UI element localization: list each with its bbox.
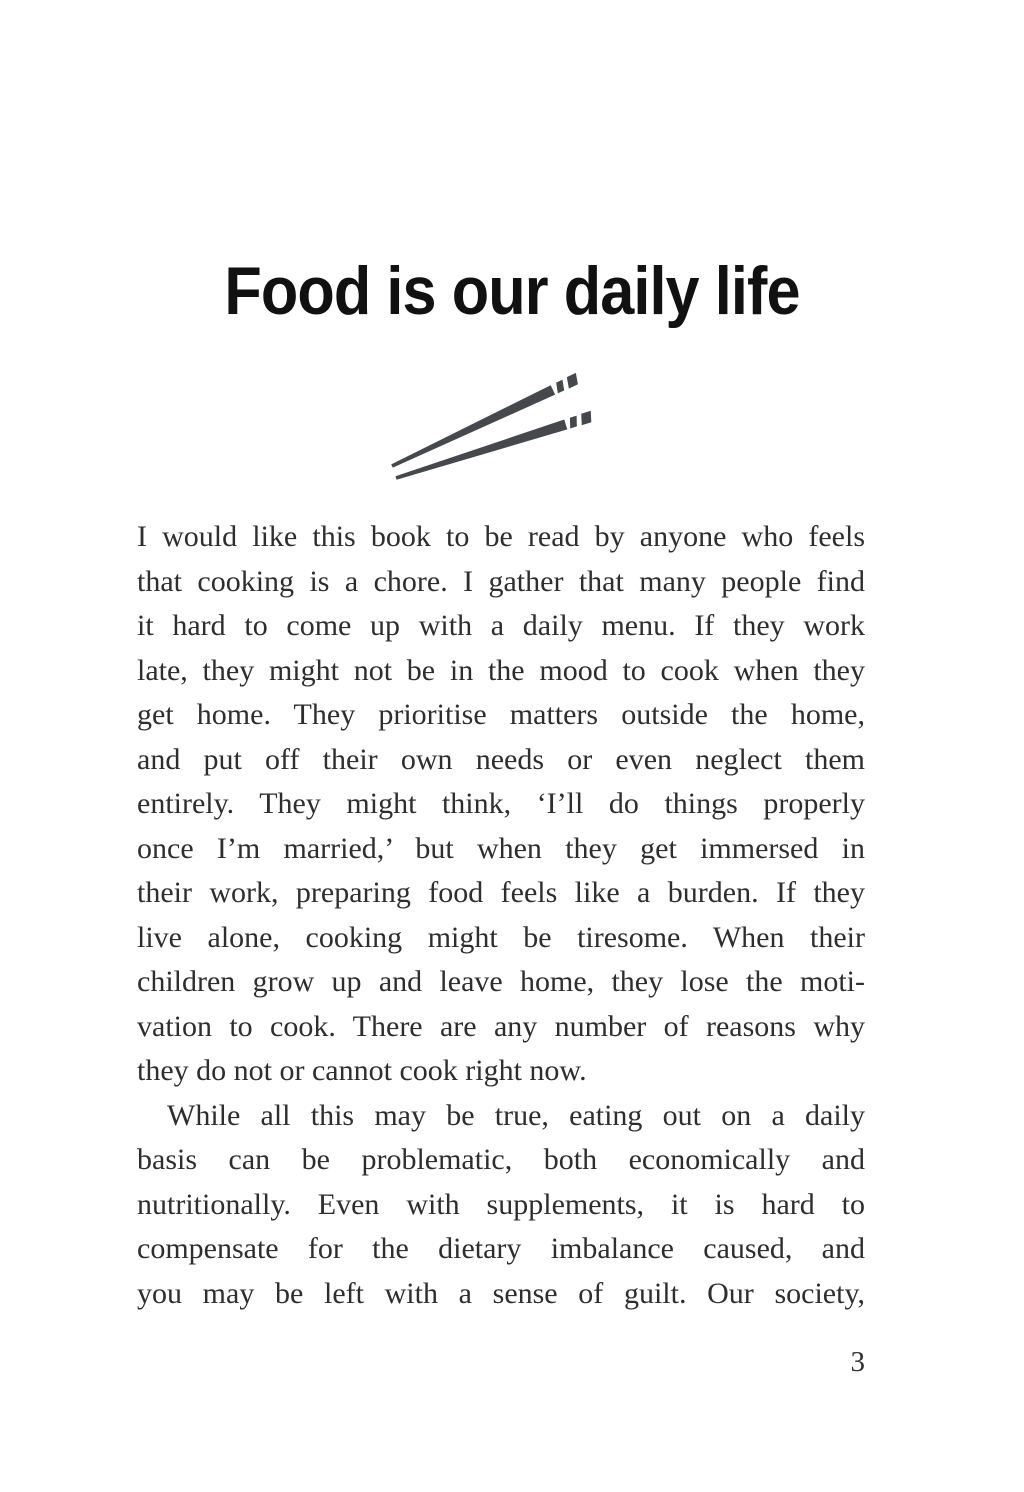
- text-line: children grow up and leave home, they lose the moti-: [137, 965, 865, 998]
- text-line: entirely. They might think, ‘I’ll do things properly: [137, 787, 865, 820]
- chapter-title: Food is our daily life: [224, 253, 800, 329]
- text-line: once I’m married,’ but when they get immersed in: [137, 831, 865, 865]
- text-line: they do not or cannot cook right now.: [137, 1054, 587, 1087]
- body-text: [137, 515, 865, 1316]
- text-line: late, they might not be in the mood to cook when they: [137, 653, 865, 687]
- paragraph: [137, 515, 865, 1094]
- text-line: you may be left with a sense of guilt. Our society,: [137, 1276, 865, 1310]
- text-line: their work, preparing food feels like a burden. If they: [137, 876, 865, 909]
- text-line: live alone, cooking might be tiresome. When their: [137, 920, 865, 954]
- text-line: basis can be problematic, both economically and: [137, 1143, 865, 1176]
- page-number: 3: [850, 1346, 865, 1378]
- text-line: that cooking is a chore. I gather that many people find: [137, 564, 865, 598]
- text-line: compensate for the dietary imbalance caused, and: [137, 1232, 865, 1265]
- text-line: vation to cook. There are any number of reasons why: [137, 1009, 865, 1043]
- text-line: get home. They prioritise matters outside the home,: [137, 698, 865, 731]
- chopsticks-svg: [385, 363, 595, 488]
- text-line: I would like this book to be read by anyone who feels: [137, 520, 865, 553]
- text-line: While all this may be true, eating out on a daily: [167, 1098, 865, 1132]
- chopstick-top: [390, 373, 581, 471]
- chopsticks-icon: [385, 363, 595, 488]
- text-line: it hard to come up with a daily menu. If they work: [137, 609, 865, 642]
- paragraph: [137, 1094, 865, 1317]
- text-line: and put off their own needs or even neglect them: [137, 742, 865, 776]
- text-line: nutritionally. Even with supplements, it is hard to: [137, 1187, 865, 1221]
